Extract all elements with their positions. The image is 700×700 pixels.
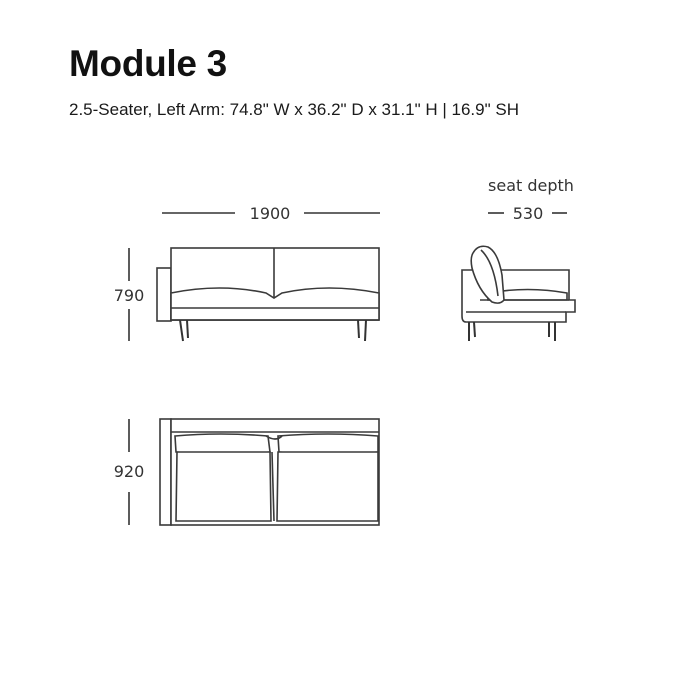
left-arm-top	[160, 419, 171, 525]
leg-front-left-inner	[187, 320, 188, 338]
leg-front-right	[365, 320, 366, 341]
leg-front-right-inner	[358, 320, 359, 338]
seat-depth-label: 530	[512, 204, 544, 223]
left-arm-front	[157, 268, 171, 321]
page-title: Module 3	[69, 43, 227, 84]
sofa-front-view	[157, 248, 379, 341]
depth-dimension	[114, 419, 145, 525]
seat-cushion-left-top	[176, 452, 271, 521]
depth-dimension-label: 920	[113, 462, 145, 481]
back-cushion-right-top	[278, 434, 378, 454]
sofa-side-view	[462, 246, 575, 341]
seat-depth-dimension	[488, 176, 574, 223]
height-dimension-label: 790	[113, 286, 145, 305]
leg-side-back-inner	[474, 322, 475, 337]
leg-front-left	[180, 320, 183, 341]
height-dimension	[114, 248, 145, 341]
back-cushion-left-top	[175, 434, 270, 454]
width-dimension	[162, 204, 380, 223]
sofa-top-view	[160, 419, 379, 525]
seat-depth-caption: seat depth	[488, 176, 574, 195]
product-specs: 2.5-Seater, Left Arm: 74.8" W x 36.2" D x 31.1" H | 16.9" SH	[69, 100, 519, 119]
seat-cushion-right-top	[277, 452, 378, 521]
width-dimension-label: 1900	[249, 204, 291, 223]
